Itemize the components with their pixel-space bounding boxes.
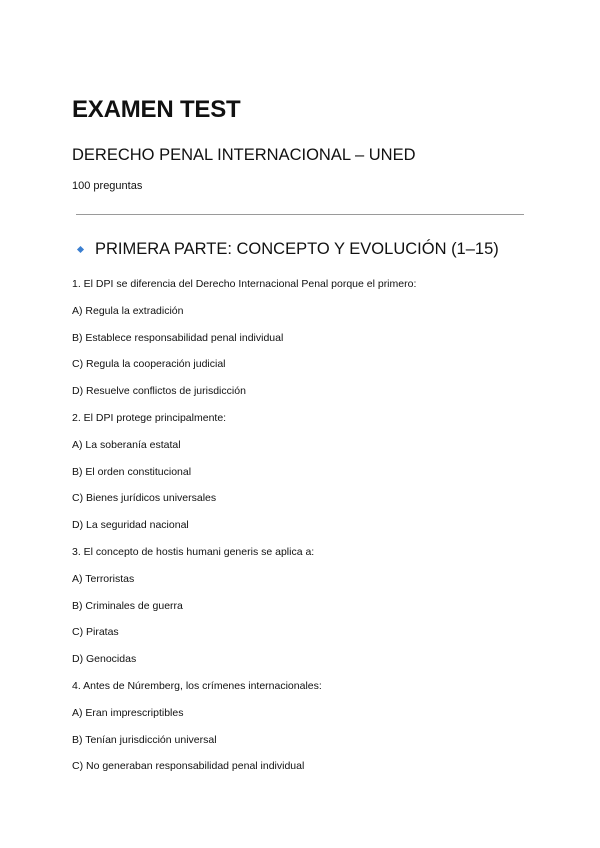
document-subtitle: DERECHO PENAL INTERNACIONAL – UNED [72, 146, 416, 164]
answer-option: B) El orden constitucional [72, 465, 192, 478]
section-heading [78, 240, 499, 259]
answer-option: A) Eran imprescriptibles [72, 706, 184, 719]
answer-option: B) Tenían jurisdicción universal [72, 733, 217, 746]
answer-option: C) Bienes jurídicos universales [72, 492, 217, 505]
question-text: 1. El DPI se diferencia del Derecho Internacional Penal porque el primero: [72, 278, 417, 290]
answer-option: C) No generaban responsabilidad penal individual [72, 760, 305, 773]
answer-option: D) Resuelve conflictos de jurisdicción [72, 385, 246, 398]
diamond-bullet-icon [77, 246, 84, 253]
answer-option: D) La seguridad nacional [72, 519, 189, 532]
answer-option: A) La soberanía estatal [72, 438, 181, 451]
question-text: 2. El DPI protege principalmente: [72, 411, 227, 424]
answer-option: B) Establece responsabilidad penal individual [72, 331, 284, 344]
question-text: 4. Antes de Núremberg, los crímenes internacionales: [72, 679, 322, 692]
answer-option: C) Regula la cooperación judicial [72, 358, 226, 371]
answer-option: D) Genocidas [72, 653, 137, 666]
question-count: 100 preguntas [72, 180, 143, 192]
section-title: PRIMERA PARTE: CONCEPTO Y EVOLUCIÓN (1–15) [95, 240, 499, 258]
question-text: 3. El concepto de hostis humani generis se aplica a: [72, 545, 315, 558]
answer-option: A) Terroristas [72, 572, 135, 585]
horizontal-divider [76, 214, 524, 215]
question-list [72, 271, 416, 780]
answer-option: A) Regula la extradición [72, 304, 184, 317]
answer-option: C) Piratas [72, 626, 119, 639]
answer-option: B) Criminales de guerra [72, 599, 183, 612]
document-title: EXAMEN TEST [72, 96, 241, 123]
